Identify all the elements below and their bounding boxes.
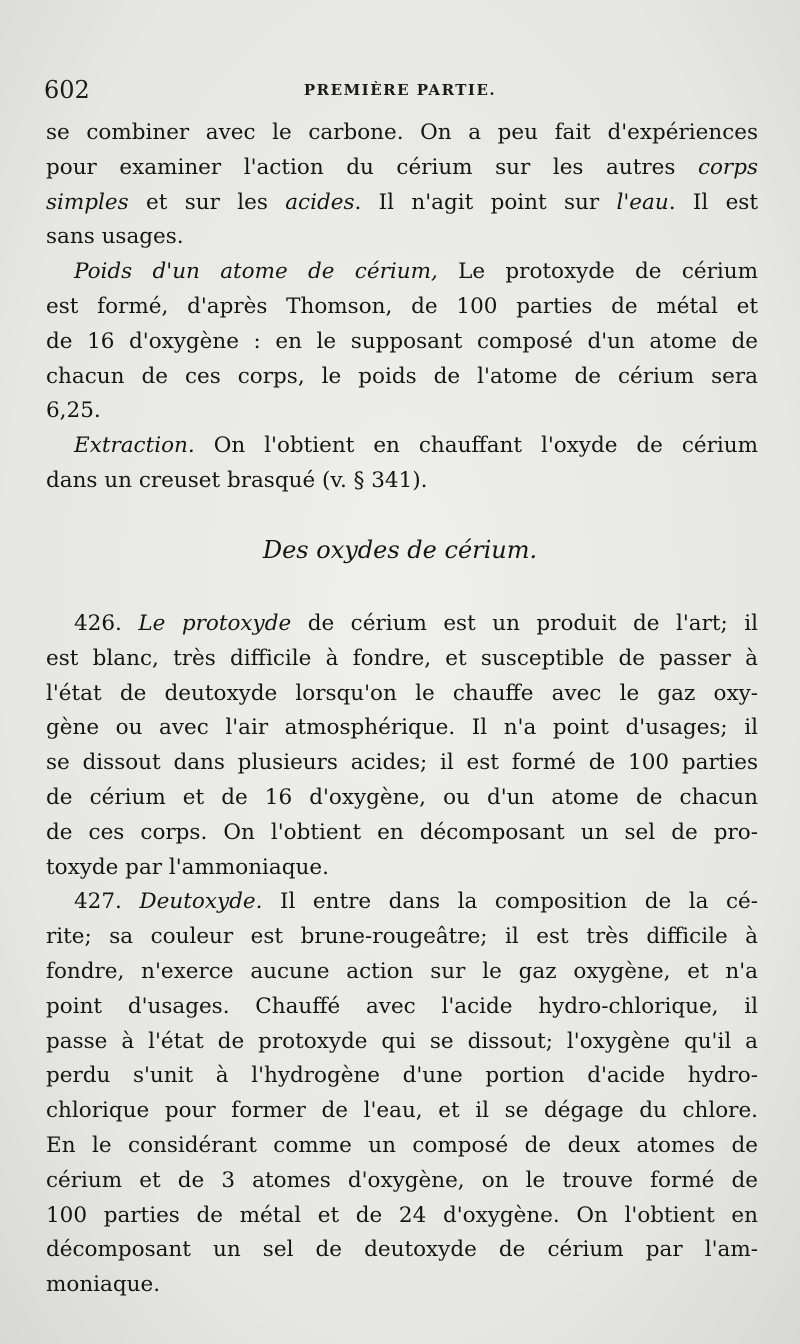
text-line: est blanc, très difficile à fondre, et susceptible de passer à: [46, 645, 758, 671]
text-line: fondre, n'exerce aucune action sur le gaz oxygène, et n'a: [46, 958, 758, 984]
text-line: chacun de ces corps, le poids de l'atome de cérium sera: [46, 363, 758, 389]
paragraph-number: 427.: [74, 889, 122, 915]
italic-term: acides: [285, 189, 355, 215]
text-line: 426. Le protoxyde de cérium est un produit de l'art; il: [74, 611, 758, 636]
text-line: passe à l'état de protoxyde qui se dissout; l'oxygène qu'il a: [46, 1028, 758, 1054]
text-line: pour examiner l'action du cérium sur les autres corps: [46, 154, 758, 180]
text-line: l'état de deutoxyde lorsqu'on le chauffe avec le gaz oxy-: [46, 680, 758, 706]
text-line: 427. Deutoxyde. Il entre dans la composition de la cé-: [74, 889, 758, 915]
text-line: décomposant un sel de deutoxyde de cérium par l'am-: [46, 1237, 758, 1263]
text-line: Poids d'un atome de cérium, Le protoxyde de cérium: [74, 259, 758, 285]
text-line: gène ou avec l'air atmosphérique. Il n'a point d'usages; il: [46, 715, 758, 741]
text-line: En le considérant comme un composé de deux atomes de: [46, 1132, 758, 1158]
text-line: simples et sur les acides. Il n'agit point sur l'eau. Il est: [46, 189, 758, 215]
text-line: se combiner avec le carbone. On a peu fait d'expériences: [46, 120, 758, 145]
text-block-intro: [46, 116, 758, 499]
italic-term: corps: [697, 154, 758, 180]
italic-term: Deutoxyde.: [139, 889, 263, 915]
italic-term: Le protoxyde: [138, 611, 292, 636]
text-line: cérium et de 3 atomes d'oxygène, on le trouve formé de: [46, 1167, 758, 1193]
italic-term: l'eau: [616, 189, 669, 215]
italic-term: simples: [46, 189, 129, 215]
text-line: de 16 d'oxygène : en le supposant composé d'un atome de: [46, 328, 758, 354]
text-block-oxydes: [46, 607, 758, 1303]
text-line: se dissout dans plusieurs acides; il est formé de 100 parties: [46, 750, 758, 776]
section-title: Des oxydes de cérium.: [262, 536, 538, 564]
text-line: de ces corps. On l'obtient en décomposant un sel de pro-: [46, 819, 758, 845]
text-line: perdu s'unit à l'hydrogène d'une portion d'acide hydro-: [46, 1063, 758, 1089]
text-line: point d'usages. Chauffé avec l'acide hydro-chlorique, il: [46, 993, 758, 1019]
text-line: chlorique pour former de l'eau, et il se dégage du chlore.: [46, 1098, 758, 1124]
page-number: 602: [44, 76, 90, 104]
text-line: 100 parties de métal et de 24 d'oxygène. On l'obtient en: [46, 1202, 758, 1228]
text-line: sans usages.: [46, 224, 184, 250]
text-line: 6,25.: [46, 398, 101, 424]
paragraph-number: 426.: [74, 611, 122, 636]
text-line: Extraction. On l'obtient en chauffant l'oxyde de cérium: [74, 433, 758, 459]
text-line: rite; sa couleur est brune-rougeâtre; il est très difficile à: [46, 924, 758, 950]
text-line: moniaque.: [46, 1272, 161, 1298]
running-title: PREMIÈRE PARTIE.: [303, 81, 497, 99]
page-header: [44, 76, 756, 106]
text-line: dans un creuset brasqué (v. § 341).: [46, 467, 428, 493]
section-heading-extraction: Extraction.: [74, 433, 195, 459]
text-line: est formé, d'après Thomson, de 100 parties de métal et: [46, 293, 758, 319]
text-line: de cérium et de 16 d'oxygène, ou d'un atome de chacun: [46, 784, 758, 810]
section-heading-poids: Poids d'un atome de cérium,: [74, 259, 438, 285]
text-line: toxyde par l'ammoniaque.: [46, 854, 329, 880]
